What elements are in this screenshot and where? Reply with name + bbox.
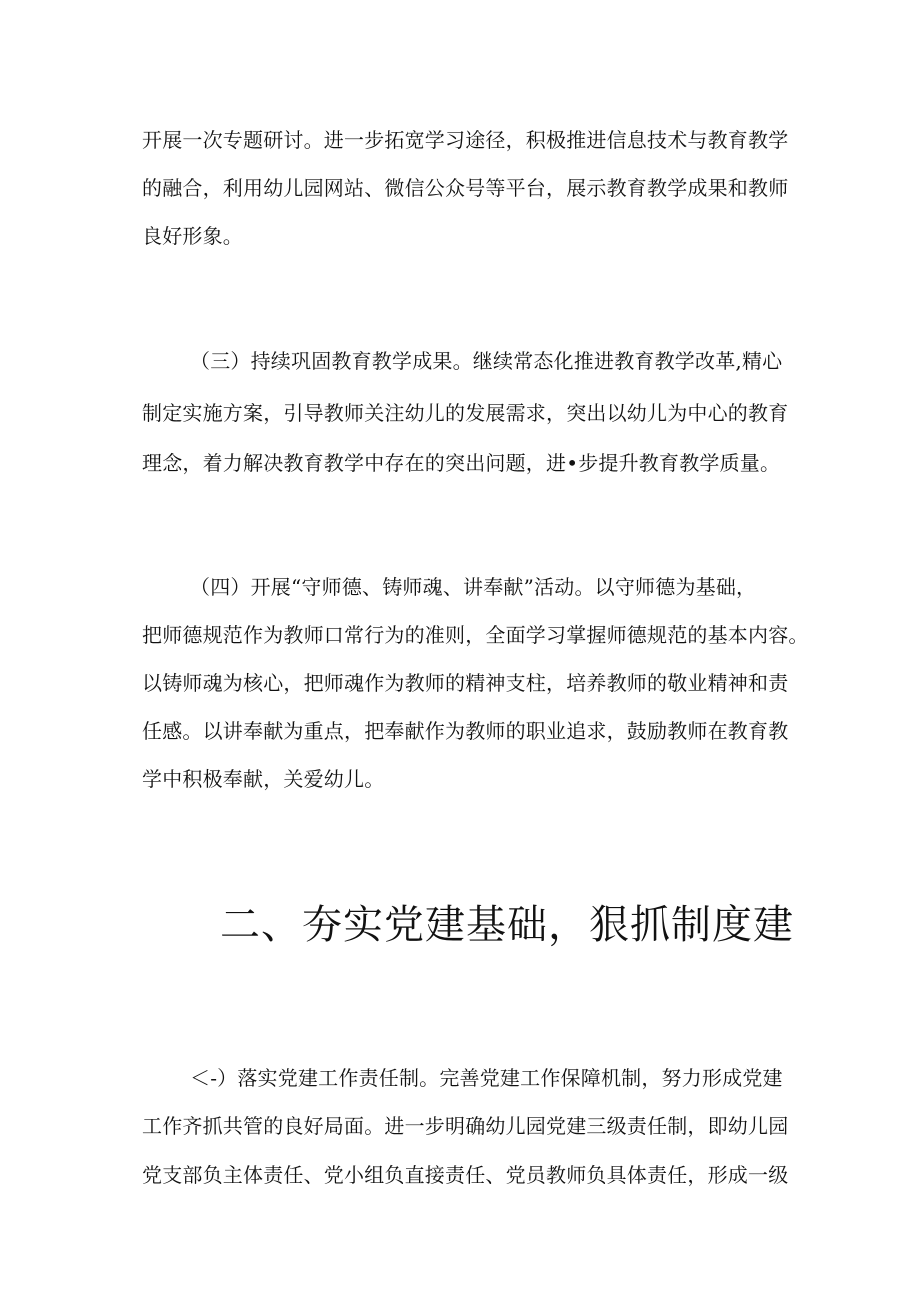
paragraph-4-line-1: ＜-）落实党建工作责任制。完善党建工作保障机制，努力形成党建 (190, 1066, 783, 1090)
paragraph-1-line-3: 良好形象。 (142, 224, 243, 248)
paragraph-4-line-2: 工作齐抓共管的良好局面。进一步明确幼儿园党建三级责任制，即幼儿园 (142, 1114, 789, 1138)
paragraph-3-line-1: （四）开展“守师德、铸师魂、讲奉献”活动。以守师德为基础， (190, 575, 757, 599)
paragraph-3-line-2: 把师德规范作为教师口常行为的准则，全面学习掌握师德规范的基本内容。 (142, 623, 809, 647)
paragraph-3-line-3: 以铸师魂为核心，把师魂作为教师的精神支柱，培养教师的敬业精神和责 (142, 671, 789, 695)
paragraph-4-line-3: 党支部负主体责任、党小组负直接责任、党员教师负具体责任，形成一级 (142, 1163, 789, 1187)
paragraph-2-line-1: （三）持续巩固教育教学成果。继续常态化推进教育教学改革,精心 (190, 349, 783, 373)
paragraph-1-line-1: 开展一次专题研讨。进一步拓宽学习途径，积极推进信息技术与教育教学 (142, 128, 789, 152)
paragraph-2-line-3: 理念，着力解决教育教学中存在的突出问题，进•步提升教育教学质量。 (142, 451, 781, 475)
paragraph-3-line-4: 任感。以讲奉献为重点，把奉献作为教师的职业追求，鼓励教师在教育教 (142, 719, 789, 743)
paragraph-2-line-2: 制定实施方案，引导教师关注幼儿的发展需求，突出以幼儿为中心的教育 (142, 401, 789, 425)
paragraph-1-line-2: 的融合，利用幼儿园网站、微信公众号等平台，展示教育教学成果和教师 (142, 176, 789, 200)
paragraph-3-line-5: 学中积极奉献，关爱幼儿。 (142, 767, 385, 791)
section-heading: 二、夯实党建基础，狠抓制度建 (220, 902, 794, 948)
